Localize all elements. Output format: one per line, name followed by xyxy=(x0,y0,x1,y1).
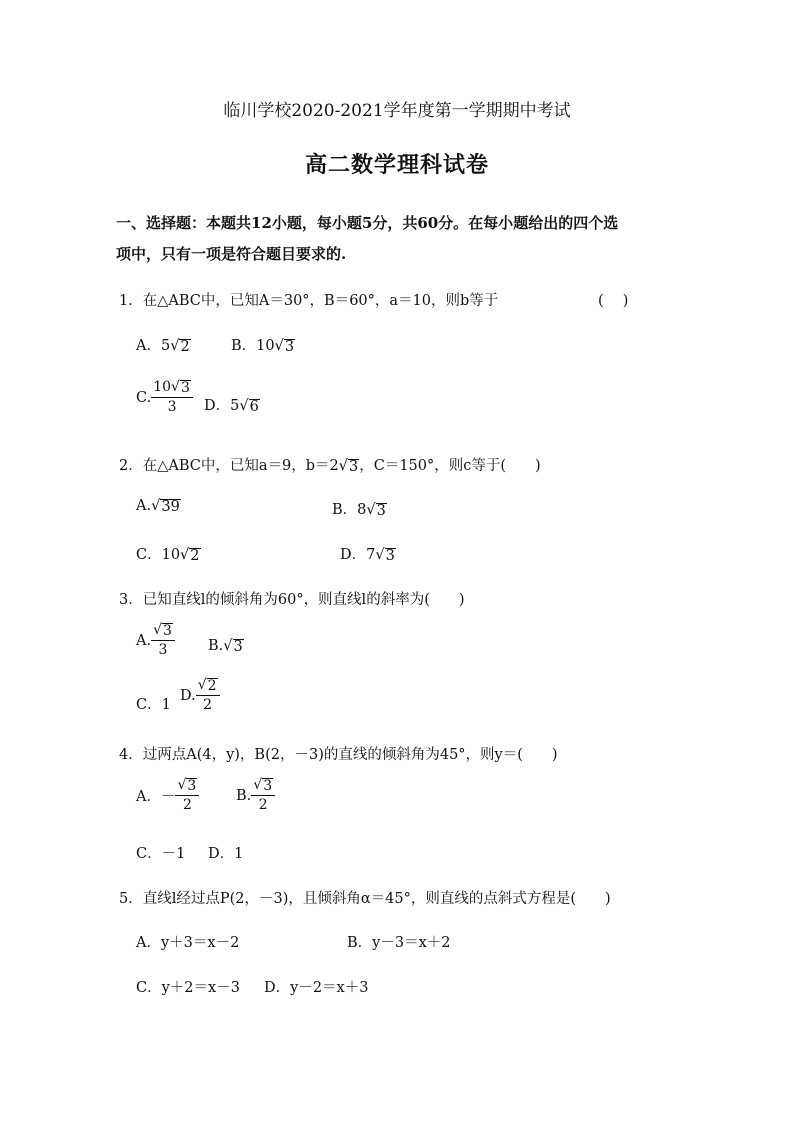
question-1-answer-paren: ( ) xyxy=(598,293,629,309)
question-4-option-b: B. √ 3 2 xyxy=(236,778,275,813)
question-1-stem: 1．在△ABC中，已知A＝30°，B＝60°，a＝10，则b等于 xyxy=(119,293,499,309)
question-3-stem: 3．已知直线l的倾斜角为60°，则直线l的斜率为( ) xyxy=(119,592,465,608)
question-5-option-b: B．y－3＝x＋2 xyxy=(347,935,451,951)
question-3-option-a: A. √ 3 3 xyxy=(136,623,175,658)
question-2-stem: 2．在△ABC中，已知a＝9，b＝2 √ 3 ，C＝150°，则c等于( ) xyxy=(119,458,541,475)
question-1-option-c: C. 10 √ 3 3 xyxy=(136,380,193,415)
question-5-option-c: C．y＋2＝x－3 xyxy=(136,980,240,996)
question-3-option-d: D. √ 2 2 xyxy=(180,678,220,713)
question-3-option-c: C．1 xyxy=(136,697,171,713)
section-instructions-line2: 项中，只有一项是符合题目要求的. xyxy=(116,245,347,263)
question-4-option-d: D．1 xyxy=(208,846,244,862)
question-2-option-a: A. √ 39 xyxy=(136,498,180,515)
question-2-option-c: C．10 √ 2 xyxy=(136,547,200,564)
section-instructions-line1: 一、选择题：本题共12小题，每小题5分，共60分。在每小题给出的四个选 xyxy=(116,214,619,232)
question-4-option-a: A．－ √ 3 2 xyxy=(136,778,199,813)
question-1-option-d: D．5 √ 6 xyxy=(204,398,259,415)
exam-title: 高二数学理科试卷 xyxy=(304,152,489,178)
question-2-option-b: B．8 √ 3 xyxy=(332,502,386,519)
question-5-option-a: A．y＋3＝x－2 xyxy=(136,935,240,951)
exam-school-header: 临川学校2020-2021学年度第一学期期中考试 xyxy=(223,101,571,121)
question-4-option-c: C．－1 xyxy=(136,846,186,862)
question-1-option-b: B．10 √ 3 xyxy=(231,338,295,355)
question-5-stem: 5．直线l经过点P(2，－3)，且倾斜角α＝45°，则直线的点斜式方程是( ) xyxy=(119,891,611,907)
question-3-option-b: B. √ 3 xyxy=(208,638,243,655)
question-2-option-d: D．7 √ 3 xyxy=(340,547,395,564)
question-5-option-d: D．y－2＝x＋3 xyxy=(264,980,369,996)
question-4-stem: 4．过两点A(4，y)，B(2，－3)的直线的倾斜角为45°，则y＝( ) xyxy=(119,747,558,763)
question-1-option-a: A．5 √ 2 xyxy=(136,338,190,355)
